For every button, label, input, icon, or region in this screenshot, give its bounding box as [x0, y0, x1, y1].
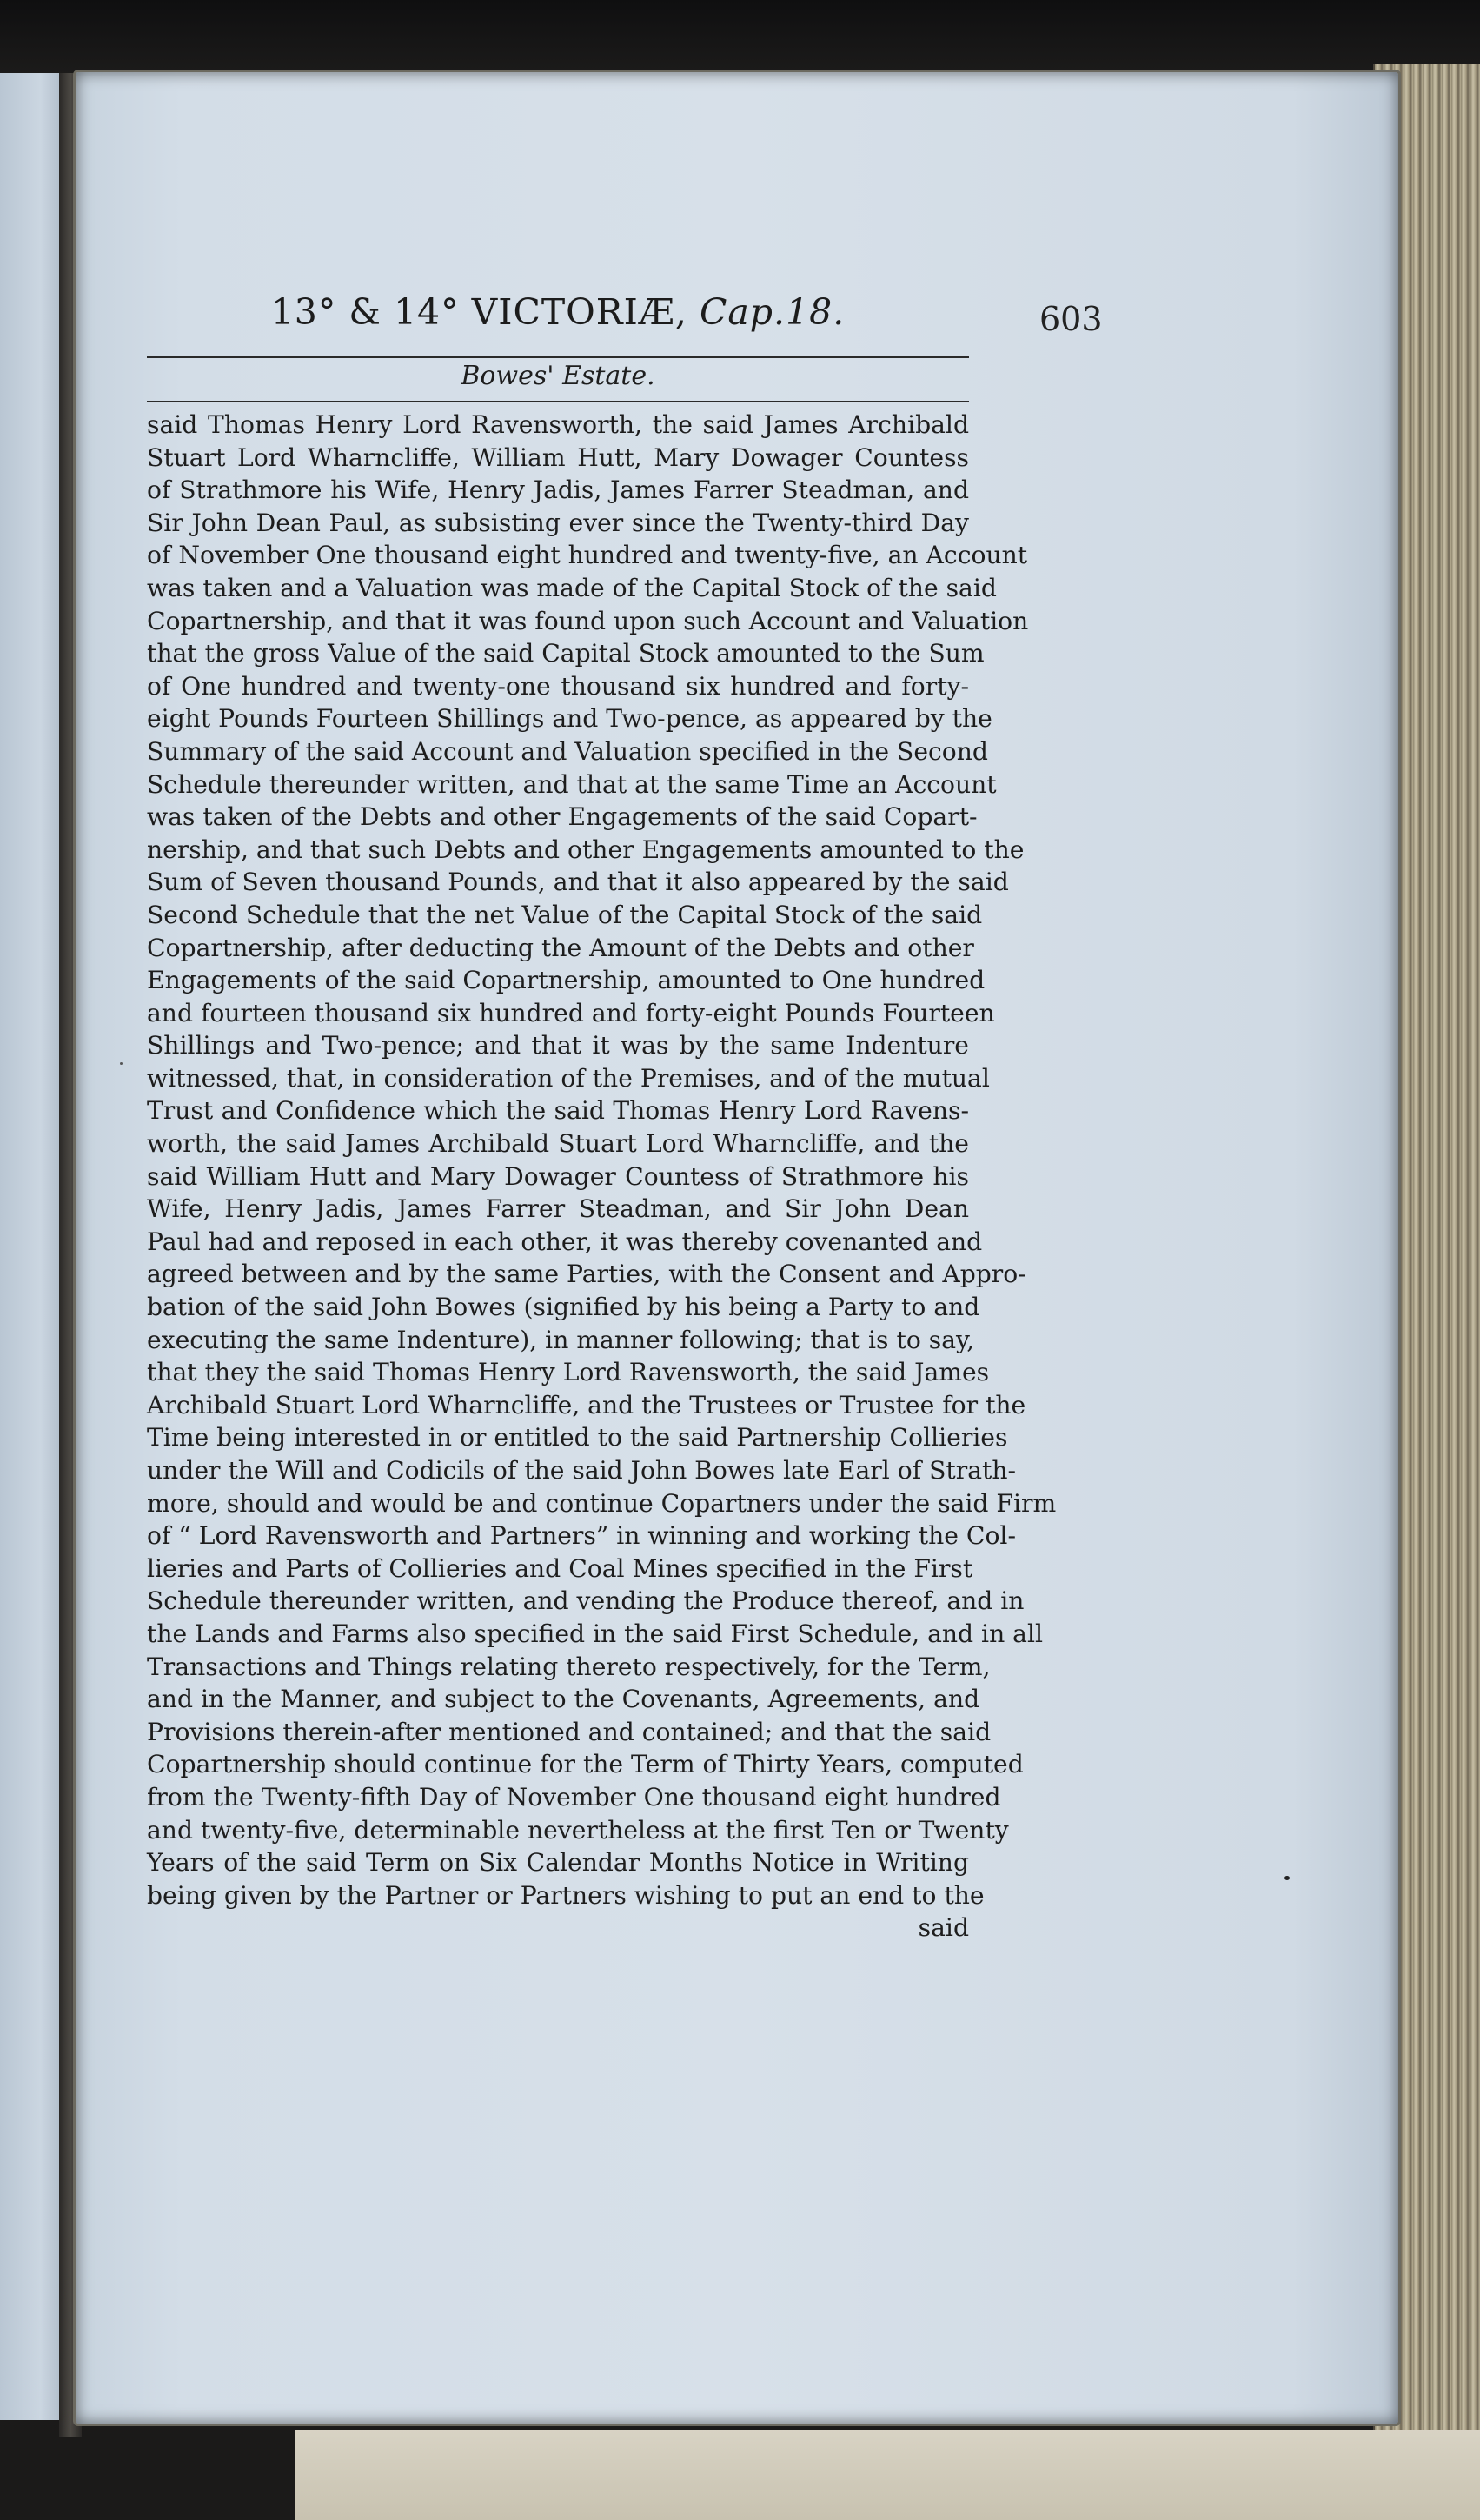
text-line: and twenty-five, determinable nevertheless at the first Ten or Twenty — [147, 1815, 1009, 1845]
text-line: said Thomas Henry Lord Ravensworth, the said James Archibald — [147, 410, 969, 439]
text-line: Shillings and Two-pence; and that it was by the same Indenture — [147, 1031, 969, 1061]
text-line: of One hundred and twenty-one thousand six hundred and forty- — [147, 671, 969, 701]
text-line: Copartnership, and that it was found upon such Account and Valuation — [147, 606, 1029, 635]
text-line: Wife, Henry Jadis, James Farrer Steadman, and Sir John Dean — [147, 1194, 969, 1224]
text-line: that they the said Thomas Henry Lord Ravensworth, the said James — [147, 1358, 990, 1387]
text-line: Sum of Seven thousand Pounds, and that it also appeared by the said — [147, 868, 1009, 897]
text-line: Transactions and Things relating thereto respectively, for the Term, — [147, 1652, 991, 1681]
text-line: more, should and would be and continue Copartners under the said Firm — [147, 1488, 1057, 1518]
catchword: said — [918, 1913, 969, 1943]
text-line: Summary of the said Account and Valuation specified in the Second — [147, 736, 988, 766]
page-number: 603 — [1039, 300, 1103, 338]
text-line: Stuart Lord Wharncliffe, William Hutt, Mary Dowager Countess — [147, 442, 969, 472]
text-line: Schedule thereunder written, and vending the Produce thereof, and in — [147, 1586, 1025, 1616]
text-line: and in the Manner, and subject to the Covenants, Agreements, and — [147, 1685, 980, 1714]
text-line: said William Hutt and Mary Dowager Countess of Strathmore his — [147, 1161, 969, 1191]
running-header — [146, 291, 970, 333]
text-line: of Strathmore his Wife, Henry Jadis, James Farrer Steadman, and — [147, 475, 969, 505]
header-rule-bottom — [147, 401, 969, 402]
section-subtitle: Bowes' Estate. — [461, 361, 655, 391]
header-chapter: Cap.18. — [699, 291, 846, 333]
text-line: under the Will and Codicils of the said John Bowes late Earl of Strath- — [147, 1456, 1017, 1485]
text-line: bation of the said John Bowes (signified by his being a Party to and — [147, 1293, 980, 1322]
text-line: Paul had and reposed in each other, it was thereby covenanted and — [147, 1227, 983, 1256]
header-title: 13° & 14° VICTORIÆ, — [270, 291, 687, 333]
text-line: Copartnership, after deducting the Amount of the Debts and other — [147, 933, 974, 962]
text-line: was taken of the Debts and other Engagements of the said Copart- — [147, 802, 978, 832]
body-text — [147, 409, 1057, 1945]
text-line: nership, and that such Debts and other Engagements amounted to the — [147, 834, 1025, 864]
text-line: Provisions therein-after mentioned and contained; and that the said — [147, 1717, 992, 1746]
text-line: of November One thousand eight hundred and twenty-five, an Account — [147, 541, 1028, 570]
text-line: Trust and Confidence which the said Thomas Henry Lord Ravens- — [147, 1096, 969, 1126]
text-line: executing the same Indenture), in manner following; that is to say, — [147, 1325, 975, 1354]
text-line: Archibald Stuart Lord Wharncliffe, and the Trustees or Trustee for the — [147, 1390, 1026, 1420]
text-line: was taken and a Valuation was made of the Capital Stock of the said — [147, 573, 997, 602]
text-line: witnessed, that, in consideration of the Premises, and of the mutual — [147, 1063, 990, 1093]
header-rule-top — [147, 356, 969, 358]
text-line: being given by the Partner or Partners wishing to put an end to the — [147, 1880, 985, 1910]
text-line: Copartnership should continue for the Term of Thirty Years, computed — [147, 1750, 1024, 1779]
text-line: and fourteen thousand six hundred and forty-eight Pounds Fourteen — [147, 998, 995, 1027]
ink-speck-small — [120, 1062, 123, 1065]
text-line: Engagements of the said Copartnership, amounted to One hundred — [147, 966, 986, 995]
text-line: Schedule thereunder written, and that at the same Time an Account — [147, 769, 997, 799]
text-line: eight Pounds Fourteen Shillings and Two-pence, as appeared by the — [147, 704, 992, 734]
text-line: Time being interested in or entitled to the said Partnership Collieries — [147, 1423, 1008, 1453]
text-line: from the Twenty-fifth Day of November One thousand eight hundred — [147, 1782, 1001, 1812]
text-line: agreed between and by the same Parties, with the Consent and Appro- — [147, 1260, 1026, 1289]
text-line: Years of the said Term on Six Calendar Months Notice in Writing — [147, 1848, 969, 1878]
text-line: worth, the said James Archibald Stuart Lord Wharncliffe, and the — [147, 1129, 969, 1159]
text-line: that the gross Value of the said Capital Stock amounted to the Sum — [147, 639, 985, 668]
text-line: Second Schedule that the net Value of the Capital Stock of the said — [147, 900, 983, 929]
text-line: lieries and Parts of Collieries and Coal Mines specified in the First — [147, 1553, 973, 1583]
under-sheet — [295, 2430, 1480, 2520]
text-line: Sir John Dean Paul, as subsisting ever since the Twenty-third Day — [147, 508, 969, 537]
ink-speck — [1284, 1876, 1290, 1880]
text-line: of “ Lord Ravensworth and Partners” in winning and working the Col- — [147, 1521, 1016, 1551]
text-line: the Lands and Farms also specified in the said First Schedule, and in all — [147, 1619, 1044, 1648]
